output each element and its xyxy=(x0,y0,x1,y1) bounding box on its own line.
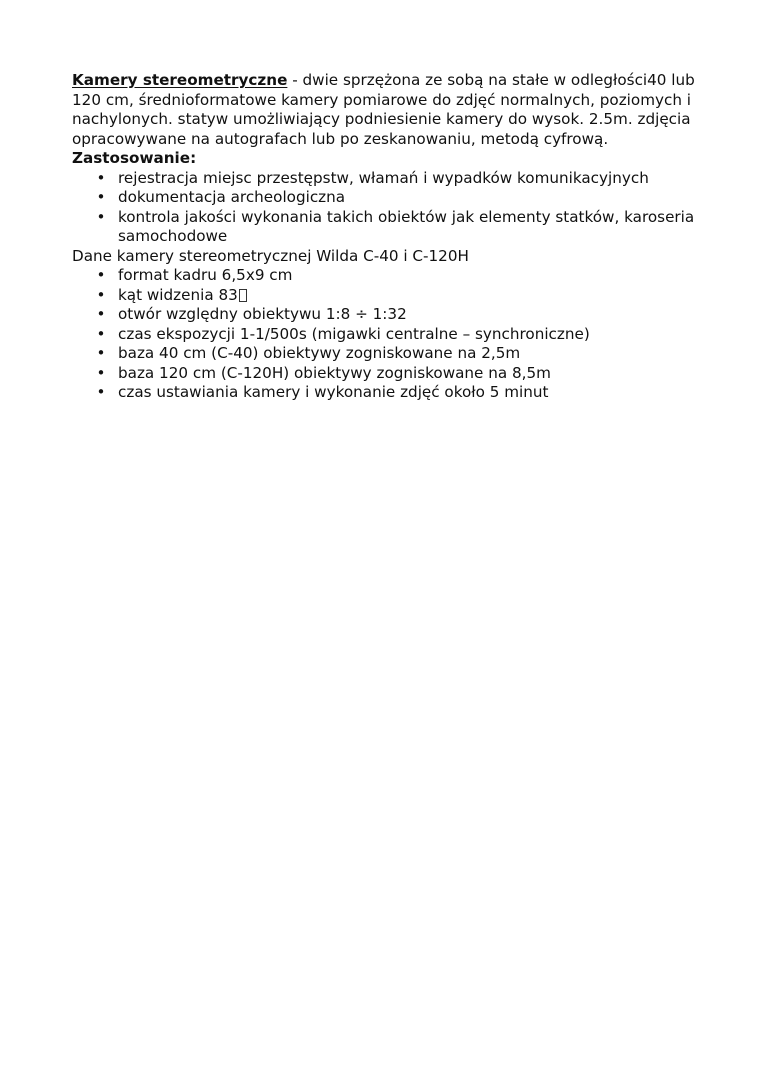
intro-paragraph xyxy=(72,71,712,169)
list-item xyxy=(72,266,712,286)
specs-list xyxy=(72,266,712,403)
section-title: Kamery stereometryczne xyxy=(72,71,288,89)
bullet-icon: • xyxy=(96,266,106,284)
application-label: Zastosowanie: xyxy=(72,149,197,167)
list-item xyxy=(72,208,712,247)
list-item xyxy=(72,305,712,325)
spec-setup-time: czas ustawiania kamery i wykonanie zdjęć około 5 minut xyxy=(118,383,549,401)
bullet-icon: • xyxy=(96,285,106,304)
specs-heading: Dane kamery stereometrycznej Wilda C-40 i C-120H xyxy=(72,246,469,265)
list-item xyxy=(72,188,712,208)
bullet-icon: • xyxy=(96,188,106,206)
bullet-icon: • xyxy=(96,168,106,187)
spec-exposure: czas ekspozycji 1-1/500s (migawki centralne – synchroniczne) xyxy=(118,324,590,343)
bullet-icon: • xyxy=(96,207,106,226)
spec-base-120: baza 120 cm (C-120H) obiektywy zogniskowane na 8,5m xyxy=(118,363,551,382)
list-item xyxy=(72,286,712,306)
list-item xyxy=(72,344,712,364)
intro-text: - dwie sprzężona ze sobą na stałe w odległości40 lub 120 cm, średnioformatowe kamery pomiarowe do zdjęć normalnych, poziomych i nachylonych. statyw umożliwiający podniesienie kamery do wysok. 2.5m. zdjęcia opracowywane na autografach lub po zeskanowaniu, metodą cyfrową. xyxy=(72,71,695,148)
bullet-icon: • xyxy=(96,383,106,401)
list-item xyxy=(72,383,712,403)
bullet-icon: • xyxy=(96,344,106,362)
list-item-text: rejestracja miejsc przestępstw, włamań i wypadków komunikacyjnych xyxy=(118,168,649,187)
list-item xyxy=(72,325,712,345)
spec-base-40: baza 40 cm (C-40) obiektywy zogniskowane na 2,5m xyxy=(118,344,521,362)
spec-aperture: otwór względny obiektywu 1:8 ÷ 1:32 xyxy=(118,305,407,323)
spec-format: format kadru 6,5x9 cm xyxy=(118,266,293,284)
bullet-icon: • xyxy=(96,305,106,323)
list-item-text: kontrola jakości wykonania takich obiektów jak elementy statków, karoseria samochodowe xyxy=(118,207,695,245)
bullet-icon: • xyxy=(96,363,106,382)
bullet-icon: • xyxy=(96,324,106,343)
spec-angle: kąt widzenia 83 xyxy=(118,285,238,304)
applications-list xyxy=(72,169,712,247)
list-item xyxy=(72,364,712,384)
list-item-text: dokumentacja archeologiczna xyxy=(118,188,346,206)
missing-glyph-icon xyxy=(239,289,247,302)
list-item xyxy=(72,169,712,189)
document-page xyxy=(72,71,712,403)
